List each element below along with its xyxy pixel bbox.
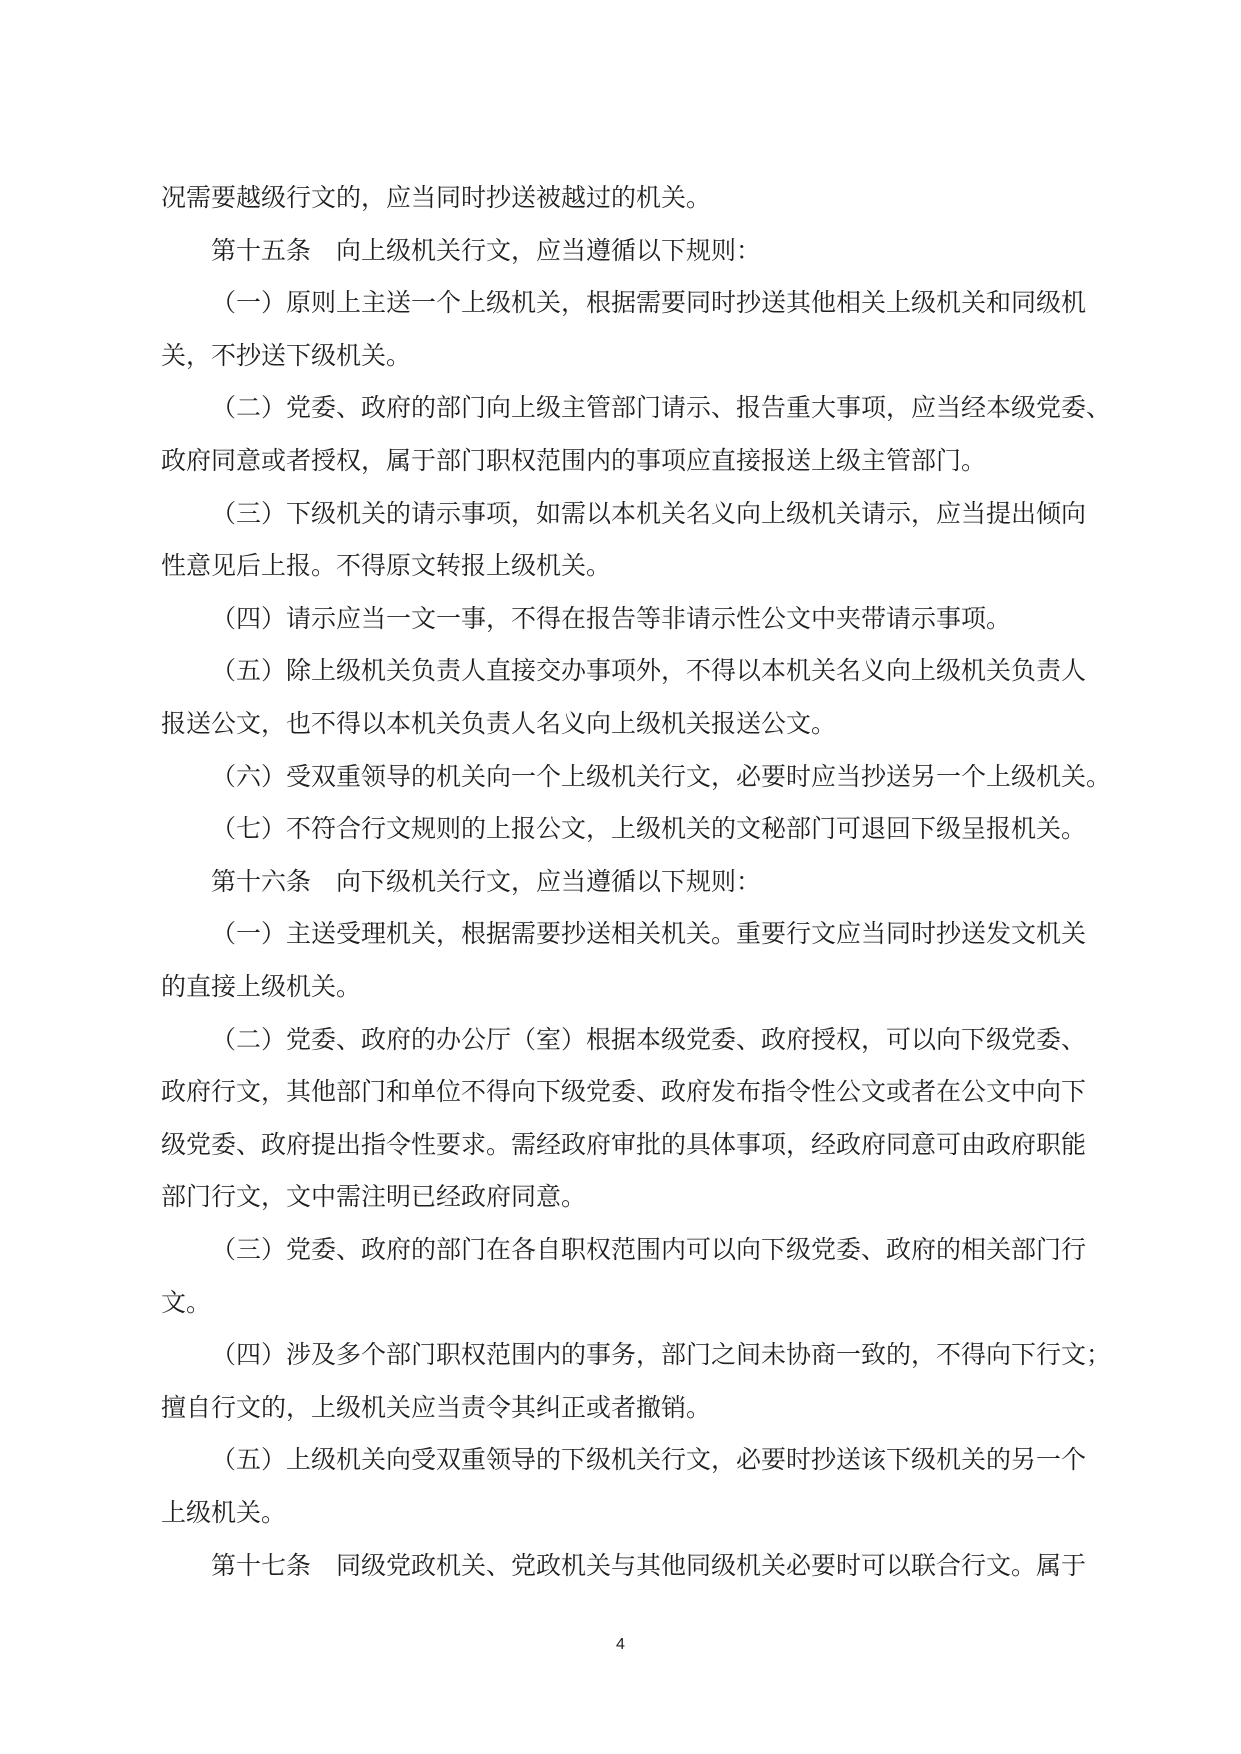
text-line: 的直接上级机关。	[161, 972, 362, 1001]
text-line: 擅自行文的，上级机关应当责令其纠正或者撤销。	[161, 1392, 712, 1422]
text-line: 文。	[161, 1287, 212, 1317]
text-line: （四）请示应当一文一事，不得在报告等非请示性公文中夹带请示事项。	[211, 603, 1012, 633]
text-line: （三）党委、政府的部门在各自职权范围内可以向下级党委、政府的相关部门行	[211, 1235, 1087, 1264]
text-line: 级党委、政府提出指令性要求。需经政府审批的具体事项，经政府同意可由政府职能	[161, 1129, 1087, 1159]
text-line: 第十七条 同级党政机关、党政机关与其他同级机关必要时可以联合行文。属于	[211, 1550, 1087, 1580]
text-line: （二）党委、政府的办公厅（室）根据本级党委、政府授权，可以向下级党委、	[211, 1024, 1087, 1054]
text-line: （四）涉及多个部门职权范围内的事务，部门之间未协商一致的，不得向下行文；	[211, 1340, 1112, 1370]
text-line: （五）除上级机关负责人直接交办事项外，不得以本机关名义向上级机关负责人	[211, 656, 1087, 686]
text-line: 部门行文，文中需注明已经政府同意。	[161, 1182, 587, 1212]
text-line: （五）上级机关向受双重领导的下级机关行文，必要时抄送该下级机关的另一个	[211, 1445, 1087, 1475]
text-line: 况需要越级行文的，应当同时抄送被越过的机关。	[161, 183, 712, 212]
text-line: （七）不符合行文规则的上报公文，上级机关的文秘部门可退回下级呈报机关。	[211, 814, 1087, 844]
text-line: 性意见后上报。不得原文转报上级机关。	[161, 551, 612, 581]
text-line: （二）党委、政府的部门向上级主管部门请示、报告重大事项，应当经本级党委、	[211, 393, 1112, 423]
text-line: 政府行文，其他部门和单位不得向下级党委、政府发布指令性公文或者在公文中向下	[161, 1077, 1087, 1107]
page-number: 4	[616, 1636, 625, 1653]
text-line: 第十五条 向上级机关行文，应当遵循以下规则：	[211, 235, 762, 265]
text-line: 政府同意或者授权，属于部门职权范围内的事项应直接报送上级主管部门。	[161, 446, 987, 475]
text-line: （一）原则上主送一个上级机关，根据需要同时抄送其他相关上级机关和同级机	[211, 288, 1087, 318]
text-line: （一）主送受理机关，根据需要抄送相关机关。重要行文应当同时抄送发文机关	[211, 919, 1087, 949]
text-line: 关，不抄送下级机关。	[161, 340, 412, 370]
text-line: 第十六条 向下级机关行文，应当遵循以下规则：	[211, 866, 762, 896]
text-line: 报送公文，也不得以本机关负责人名义向上级机关报送公文。	[161, 709, 837, 738]
text-line: （三）下级机关的请示事项，如需以本机关名义向上级机关请示，应当提出倾向	[211, 498, 1087, 528]
text-line: 上级机关。	[161, 1498, 287, 1527]
text-line: （六）受双重领导的机关向一个上级机关行文，必要时应当抄送另一个上级机关。	[211, 761, 1112, 791]
